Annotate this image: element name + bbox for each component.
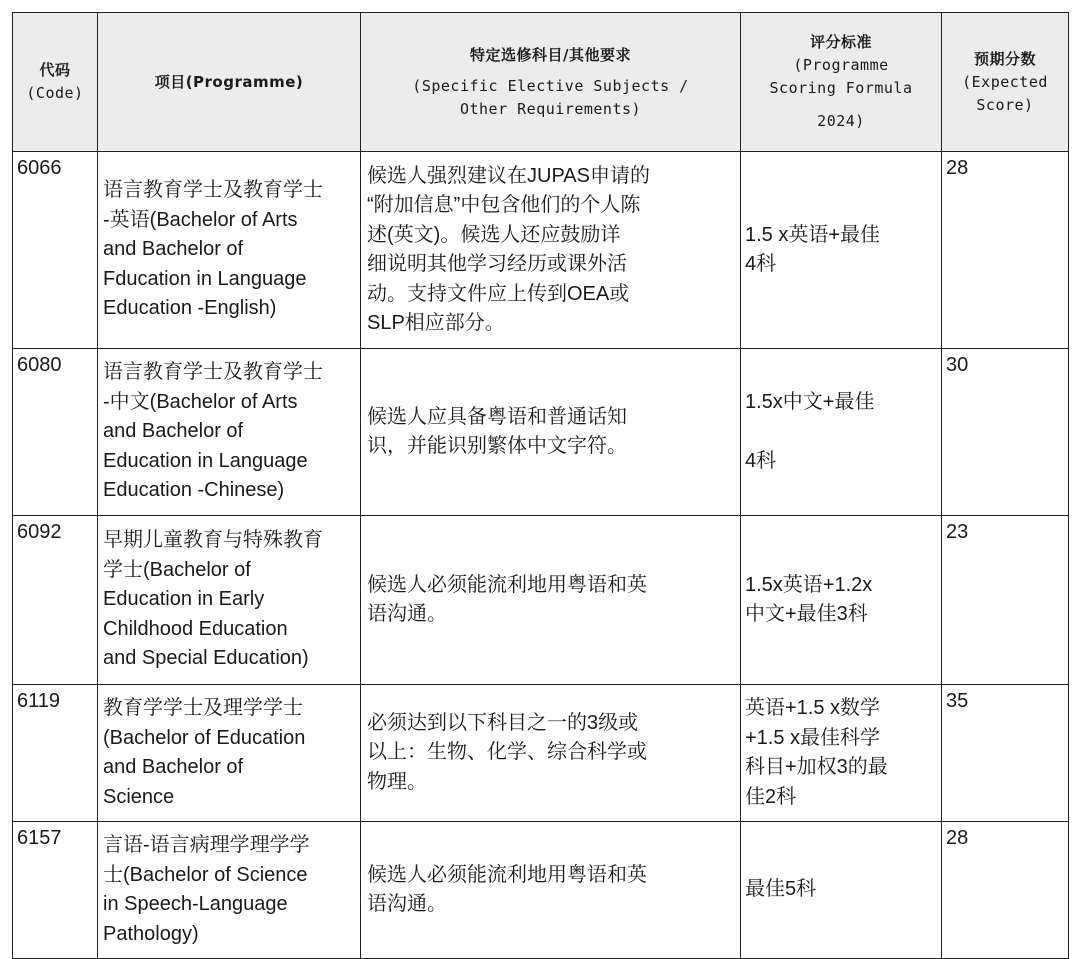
table-row — [13, 822, 1069, 959]
scoring-formula: 最佳5科 — [741, 822, 942, 959]
expected-score: 35 — [942, 685, 1069, 822]
programme-requirements: 候选人应具备粤语和普通话知 识，并能识别繁体中文字符。 — [361, 349, 741, 516]
expected-score: 28 — [942, 152, 1069, 349]
programme-requirements: 候选人强烈建议在JUPAS申请的 “附加信息”中包含他们的个人陈 述(英文)。候选人还应鼓励详 细说明其他学习经历或课外活 动。支持文件应上传到OEA或 SLP相应部分。 — [361, 152, 741, 349]
scoring-formula: 英语+1.5 x数学 +1.5 x最佳科学 科目+加权3的最 佳2科 — [741, 685, 942, 822]
header-code: 代码 (Code) — [13, 13, 98, 152]
programme-requirements: 候选人必须能流利地用粤语和英 语沟通。 — [361, 822, 741, 959]
programme-name: 教育学学士及理学学士 (Bachelor of Education and Bachelor of Science — [98, 685, 361, 822]
expected-score: 23 — [942, 516, 1069, 685]
programme-code: 6119 — [13, 685, 98, 822]
scoring-formula: 1.5x中文+最佳 4科 — [741, 349, 942, 516]
scoring-formula: 1.5x英语+1.2x 中文+最佳3科 — [741, 516, 942, 685]
programme-code: 6157 — [13, 822, 98, 959]
programme-code: 6080 — [13, 349, 98, 516]
scoring-formula: 1.5 x英语+最佳 4科 — [741, 152, 942, 349]
programme-name: 早期儿童教育与特殊教育 学士(Bachelor of Education in Early Childhood Education and Special Education) — [98, 516, 361, 685]
header-requirements: 特定选修科目/其他要求 (Specific Elective Subjects / Other Requirements) — [361, 13, 741, 152]
header-formula: 评分标准 (Programme Scoring Formula 2024) — [741, 13, 942, 152]
programme-requirements: 必须达到以下科目之一的3级或 以上：生物、化学、综合科学或 物理。 — [361, 685, 741, 822]
expected-score: 30 — [942, 349, 1069, 516]
table-row — [13, 685, 1069, 822]
table-row — [13, 516, 1069, 685]
programme-name: 语言教育学士及教育学士 -英语(Bachelor of Arts and Bachelor of Fducation in Language Education -English) — [98, 152, 361, 349]
header-expected-score: 预期分数 (Expected Score) — [942, 13, 1069, 152]
table-row — [13, 152, 1069, 349]
expected-score: 28 — [942, 822, 1069, 959]
table-header-row — [13, 13, 1069, 152]
header-programme: 项目(Programme) — [98, 13, 361, 152]
programme-name: 言语-语言病理学理学学 士(Bachelor of Science in Speech-Language Pathology) — [98, 822, 361, 959]
programme-requirements: 候选人必须能流利地用粤语和英 语沟通。 — [361, 516, 741, 685]
programme-code: 6092 — [13, 516, 98, 685]
admissions-table — [12, 12, 1069, 959]
programme-name: 语言教育学士及教育学士 -中文(Bachelor of Arts and Bachelor of Education in Language Education -Chinese) — [98, 349, 361, 516]
table-row — [13, 349, 1069, 516]
programme-code: 6066 — [13, 152, 98, 349]
